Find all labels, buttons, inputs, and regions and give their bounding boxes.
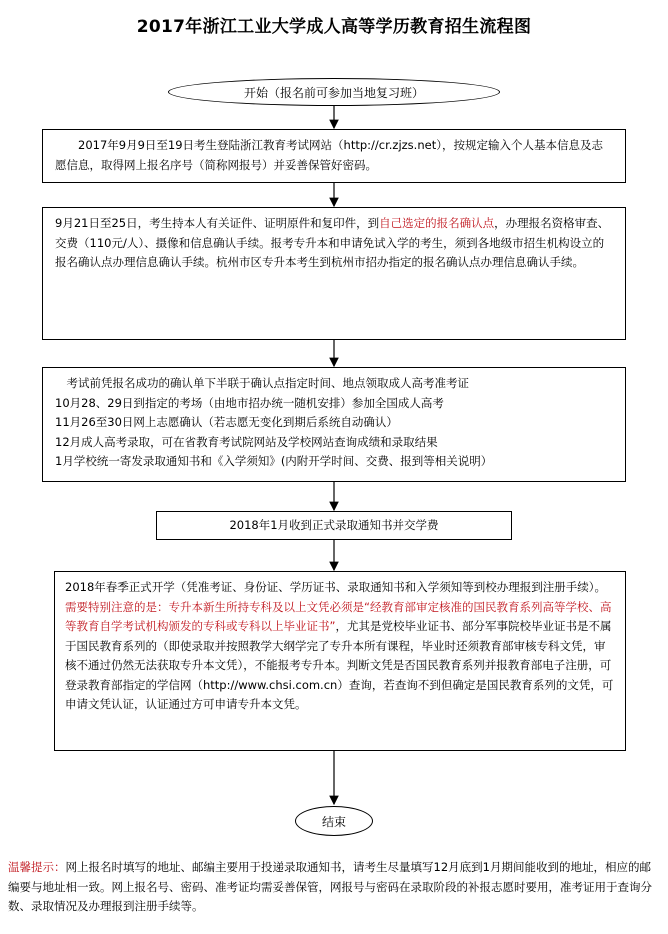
step3-box: [42, 367, 626, 482]
step2-box: [42, 207, 626, 340]
step1-text: 2017年9月9日至19日考生登陆浙江教育考试网站（http://cr.zjzs.net），按规定输入个人基本信息及志愿信息，取得网上报名序号（简称网报号）并妥善保管好密码。: [55, 138, 603, 172]
step5-notice: 需要特别注意的是：专升本新生所持专科及以上文凭必须是“经教育部审定核准的国民教育系列高等学校、高等教育自学考试机构颁发的专科或专科以上毕业证书”: [65, 599, 612, 633]
step2-text: [55, 214, 613, 273]
step3-line-3: 11月26至30日网上志愿确认（若志愿无变化到期后系统自动确认）: [55, 415, 398, 429]
warm-tip-text: 网上报名时填写的地址、邮编主要用于投递录取通知书，请考生尽量填写12月底到1月期间能收到的地址，相应的邮编要与地址相一致。网上报名号、密码、准考证均需妥善保管，网报号与密码在录取阶段的补报志愿时要用，准考证用于查询分数、录取情况及办理报到注册手续等。: [8, 860, 652, 913]
step3-line-5: 1月学校统一寄发录取通知书和《入学须知》(内附开学时间、交费、报到等相关说明）: [55, 454, 493, 468]
start-node: [168, 78, 500, 106]
step3-line-1: 考试前凭报名成功的确认单下半联于确认点指定时间、地点领取成人高考准考证: [66, 376, 469, 390]
step5-part3: ，尤其是党校毕业证书、部分军事院校毕业证书是不属于国民教育系列的（即使录取并按照教学大纲学完了专升本所有课程，毕业时还须教育部审核专科文凭，审核不通过仍然无法获取专升本文凭），不能报考专升本。判断文凭是否国民教育系列并报教育部电子注册，可登录教育部指定的学信网（http://www.chsi.com.cn）查询，若查询不到但确定是国民教育系列的文凭，可申请文凭认证，认证通过方可申请专升本文凭。: [65, 619, 614, 711]
start-node-label: 开始（报名前可参加当地复习班）: [243, 85, 424, 100]
step4-text: 2018年1月收到正式录取通知书并交学费: [229, 517, 439, 532]
warm-tip: [8, 858, 660, 917]
step3-line-2: 10月28、29日到指定的考场（由地市招办统一随机安排）参加全国成人高考: [55, 395, 444, 410]
step4-box: [156, 511, 512, 540]
end-node-label: 结束: [321, 814, 346, 829]
step2-text-before: 9月21日至25日，考生持本人有关证件、证明原件和复印件，到: [55, 216, 380, 230]
step5-part1: 2018年春季正式开学（凭准考证、身份证、学历证书、录取通知书和入学须知等到校办理报到注册手续）。: [65, 580, 607, 594]
step2-text-after: ，办理报名资格审查、交费（110元/人）、摄像和信息确认手续。报考专升本和申请免试入学的考生，须到各地级市招生机构设立的报名确认点办理信息确认手续。杭州市区专升本考生到杭州市招办指定的报名确认点办理信息确认手续。: [55, 216, 610, 269]
end-node: [295, 806, 373, 836]
step2-highlight: 自己选定的报名确认点: [379, 216, 495, 230]
warm-tip-label: 温馨提示：: [8, 860, 66, 874]
step3-line-4: 12月成人高考录取，可在省教育考试院网站及学校网站查询成绩和录取结果: [55, 434, 438, 449]
step5-box: [54, 571, 626, 751]
step1-box: [42, 129, 626, 183]
step5-text: [65, 578, 615, 715]
page-title: 2017年浙江工业大学成人高等学历教育招生流程图: [136, 17, 532, 37]
